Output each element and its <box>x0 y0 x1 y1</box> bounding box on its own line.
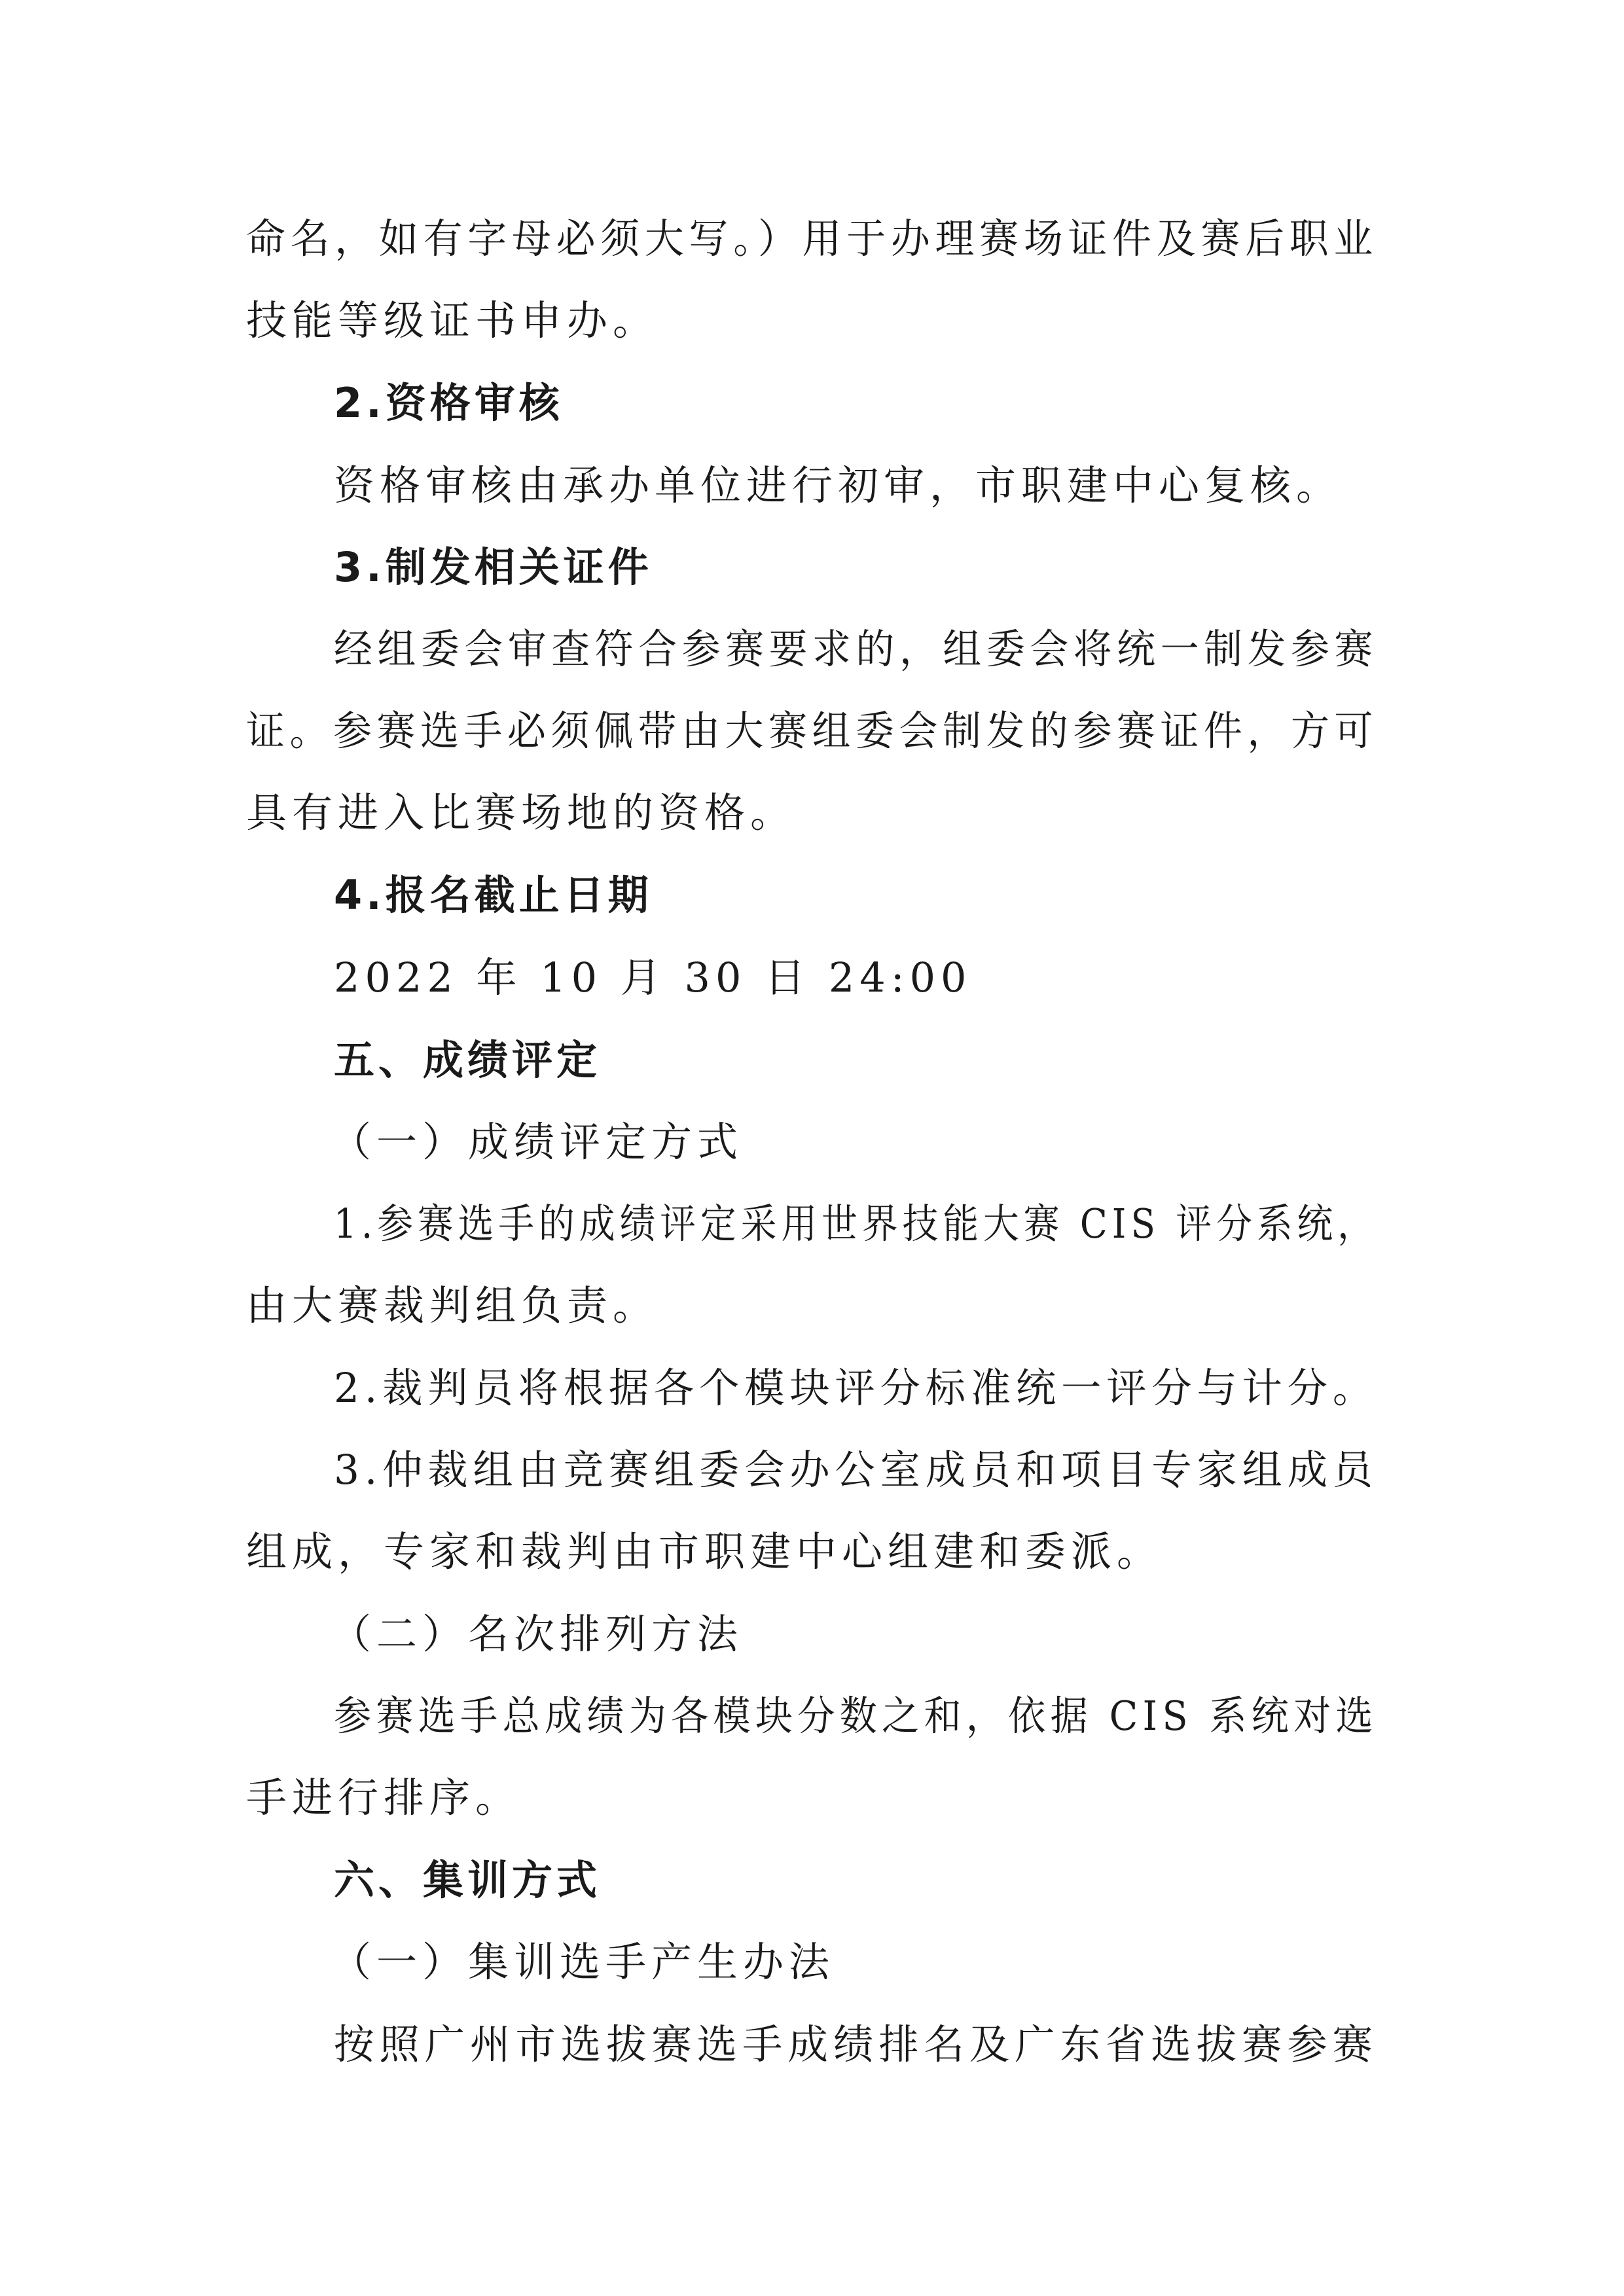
heading-training-method: 六、集训方式 <box>334 1856 602 1904</box>
text-line: 3.仲裁组由竞赛组委会办公室成员和项目专家组成员 <box>334 1446 1378 1494</box>
text-line: 资格审核由承办单位进行初审，市职建中心复核。 <box>334 461 1343 509</box>
deadline-date: 2022 年 10 月 30 日 24:00 <box>334 954 972 1001</box>
subheading-evaluation-method: （一）成绩评定方式 <box>331 1118 744 1166</box>
subheading-qualification-review: 2.资格审核 <box>334 379 564 427</box>
text-line: 手进行排序。 <box>246 1774 522 1821</box>
text-line: 1.参赛选手的成绩评定采用世界技能大赛 CIS 评分系统， <box>334 1200 1378 1247</box>
text-line: 2.裁判员将根据各个模块评分标准统一评分与计分。 <box>334 1364 1378 1412</box>
text-line: 经组委会审查符合参赛要求的，组委会将统一制发参赛 <box>334 625 1379 673</box>
text-line: 按照广州市选拔赛选手成绩排名及广东省选拔赛参赛 <box>334 2020 1379 2068</box>
subheading-registration-deadline: 4.报名截止日期 <box>334 871 653 919</box>
text-line: 具有进入比赛场地的资格。 <box>246 789 797 836</box>
heading-score-evaluation: 五、成绩评定 <box>334 1036 602 1084</box>
subheading-issue-certificates: 3.制发相关证件 <box>334 543 653 591</box>
text-line: 由大赛裁判组负责。 <box>246 1282 659 1329</box>
subheading-trainee-selection: （一）集训选手产生办法 <box>331 1938 835 1986</box>
subheading-ranking-method: （二）名次排列方法 <box>331 1610 744 1658</box>
text-line: 组成，专家和裁判由市职建中心组建和委派。 <box>246 1528 1163 1575</box>
text-line: 参赛选手总成绩为各模块分数之和，依据 CIS 系统对选 <box>334 1692 1378 1740</box>
text-line: 证。参赛选手必须佩带由大赛组委会制发的参赛证件，方可 <box>246 707 1379 755</box>
text-line: 命名，如有字母必须大写。）用于办理赛场证件及赛后职业 <box>246 215 1379 262</box>
text-line: 技能等级证书申办。 <box>246 296 659 344</box>
